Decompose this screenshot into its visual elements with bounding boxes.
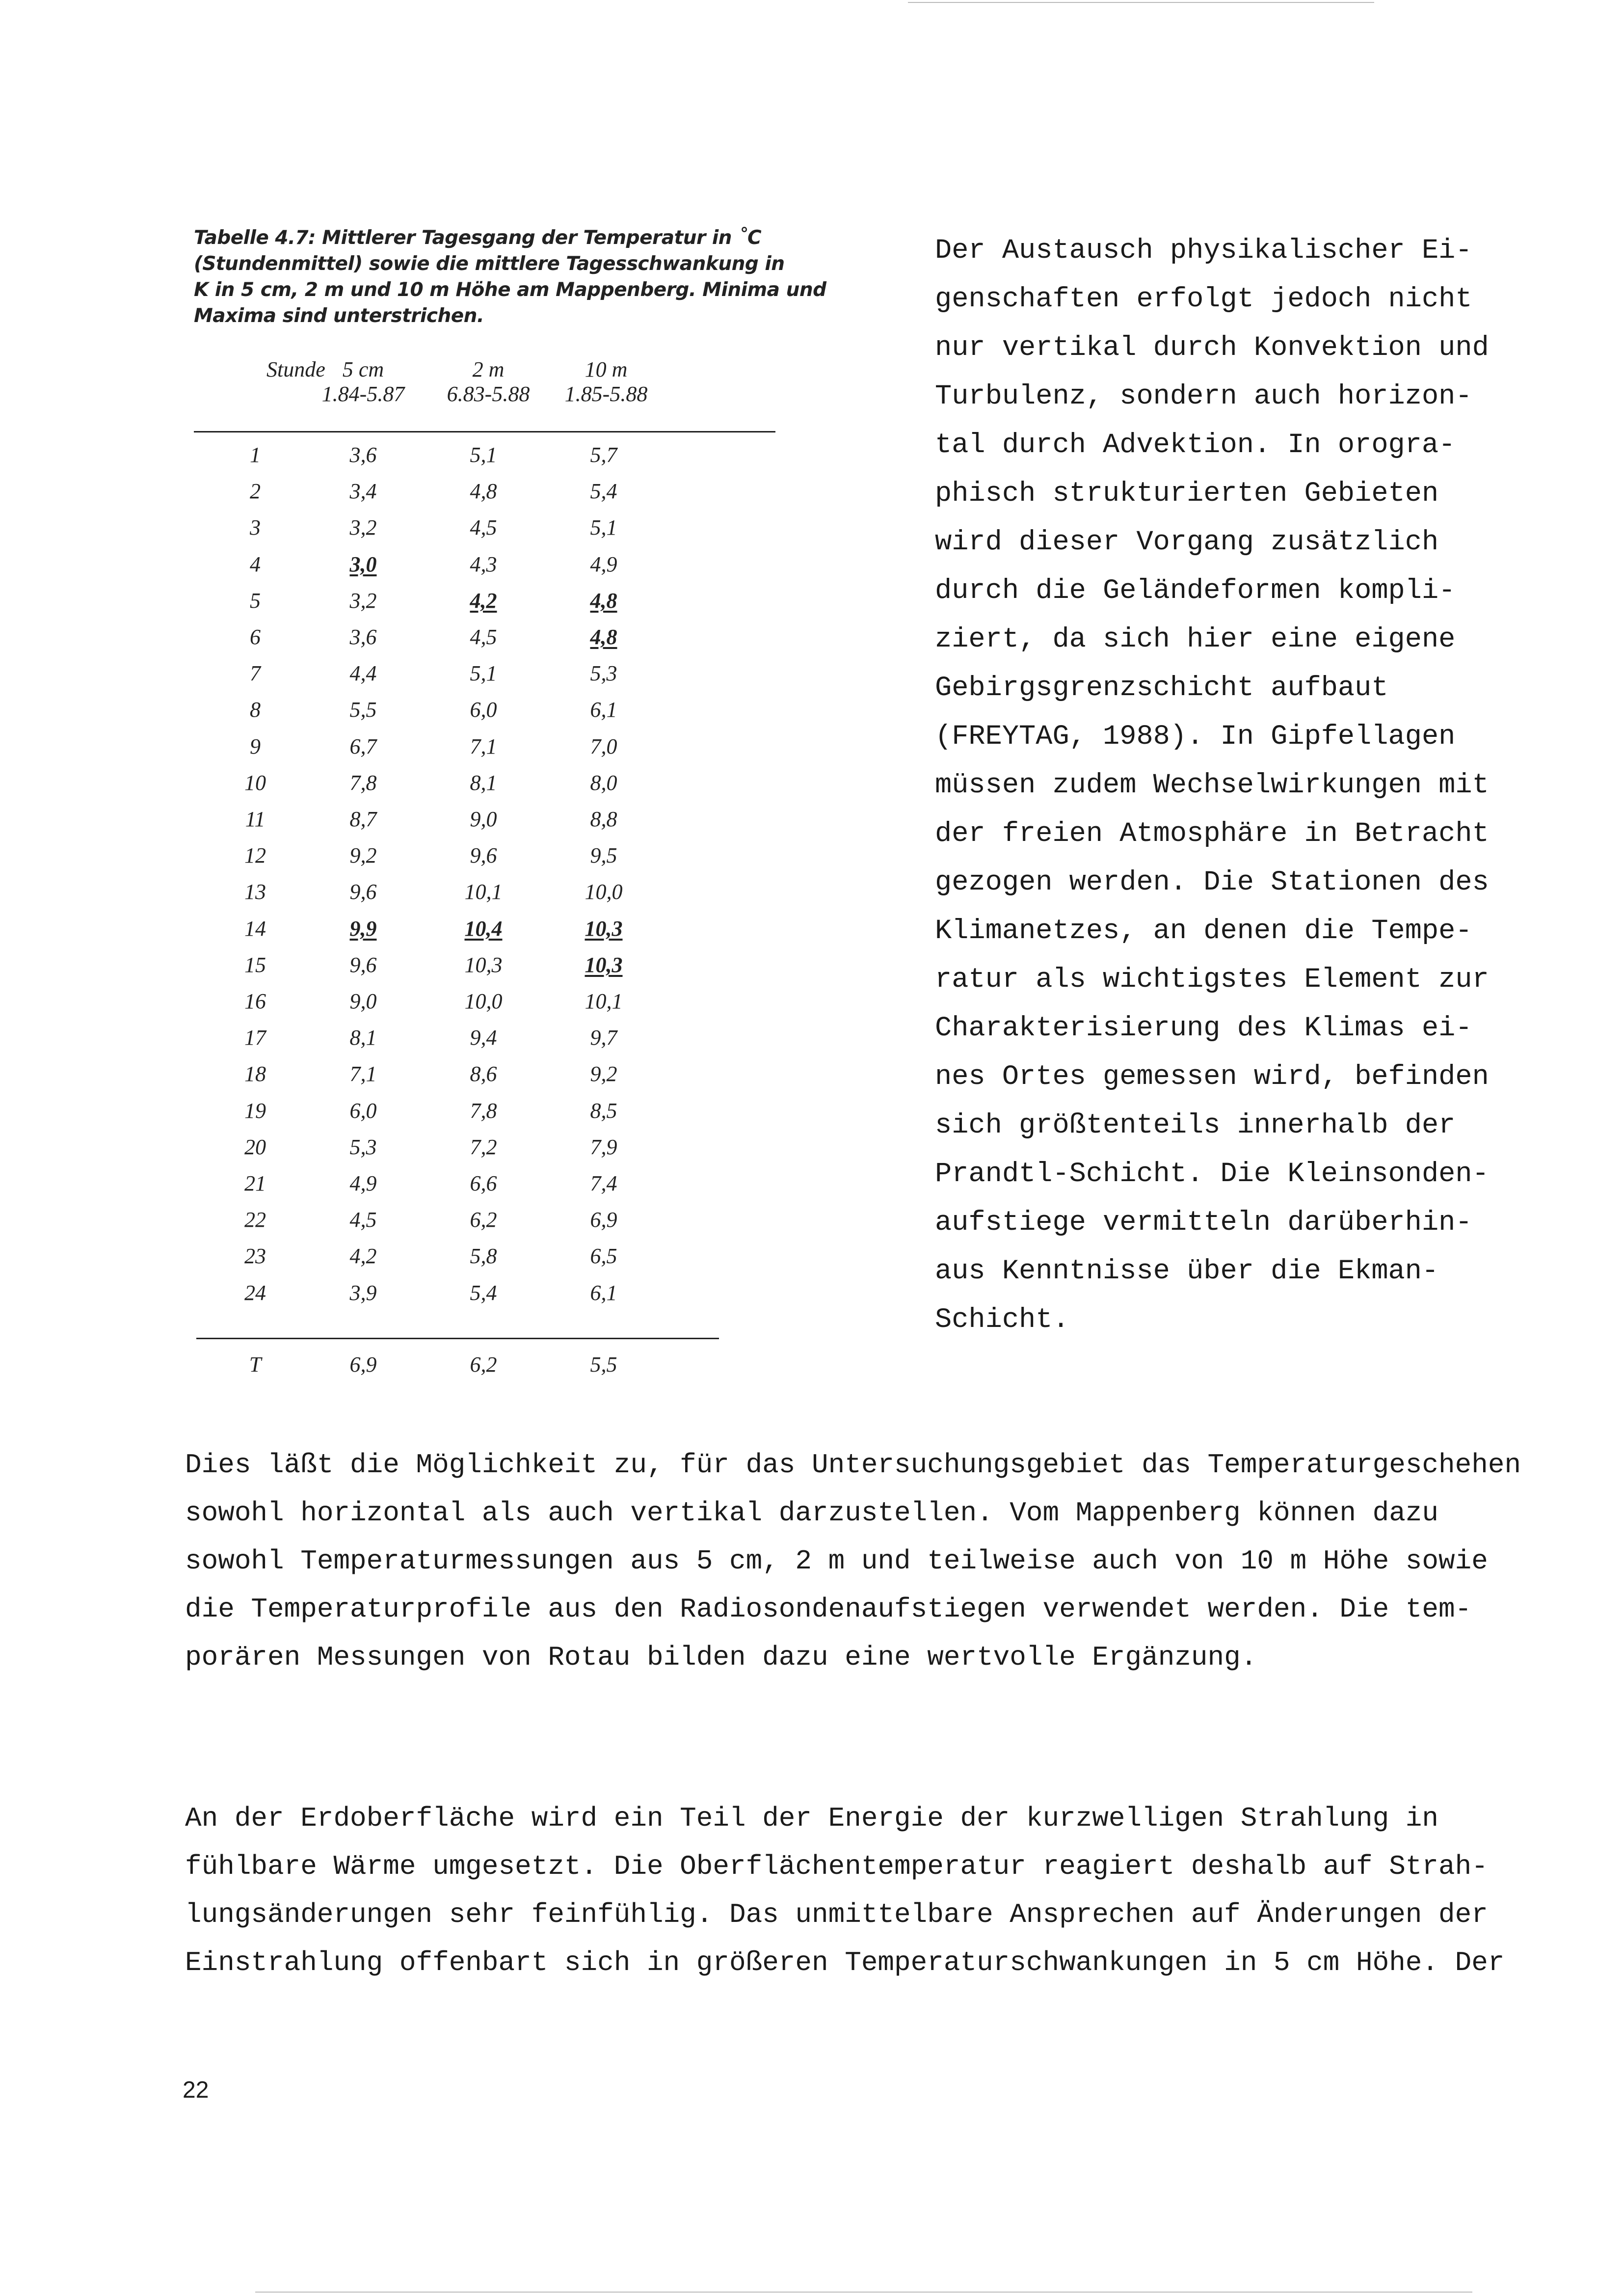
row-value-c10: 5,3 <box>590 661 617 686</box>
row-hour: 13 <box>244 880 266 904</box>
row-hour: 8 <box>250 698 261 722</box>
header-period-5cm: 1.84-5.87 <box>321 382 405 406</box>
row-value-c2: 10,3 <box>464 952 503 977</box>
text-line: die Temperaturprofile aus den Radiosondenaufstiegen verwendet werden. Die tem- <box>185 1594 1472 1625</box>
header-col-5cm: 5 cm <box>342 357 384 381</box>
text-line: durch die Geländeformen kompli- <box>935 575 1456 607</box>
row-value-c2: 9,6 <box>470 843 497 868</box>
row-value-c10: 5,1 <box>590 515 617 540</box>
text-line: ziert, da sich hier eine eigene <box>935 624 1456 655</box>
row-value-c2: 10,0 <box>464 989 503 1013</box>
row-value-c2: 7,1 <box>470 734 497 758</box>
row-value-c5: 3,9 <box>349 1280 377 1305</box>
row-value-c10: 9,5 <box>590 843 617 868</box>
row-value-c2: 8,1 <box>470 770 497 795</box>
text-line: müssen zudem Wechselwirkungen mit <box>935 770 1489 801</box>
text-line: Charakterisierung des Klimas ei- <box>935 1013 1472 1044</box>
text-line: Der Austausch physikalischer Ei- <box>935 235 1472 267</box>
caption-line: (Stundenmittel) sowie die mittlere Tagesschwankung in <box>194 253 785 275</box>
row-value-c2: 4,5 <box>470 625 497 649</box>
row-hour: 6 <box>250 625 261 649</box>
text-line: sowohl Temperaturmessungen aus 5 cm, 2 m und teilweise auch von 10 m Höhe sowie <box>185 1545 1488 1577</box>
caption-line: Maxima sind unterstrichen. <box>194 305 484 327</box>
text-line: gezogen werden. Die Stationen des <box>935 867 1489 898</box>
text-line: Turbulenz, sondern auch horizon- <box>935 381 1472 412</box>
row-value-c10: 6,1 <box>590 698 617 722</box>
table-rule-top <box>194 431 775 432</box>
row-value-c2: 5,1 <box>470 443 497 467</box>
text-line: sowohl horizontal als auch vertikal darzustellen. Vom Mappenberg können dazu <box>185 1497 1439 1529</box>
row-value-c5: 3,2 <box>349 588 377 613</box>
row-hour: 18 <box>244 1062 266 1086</box>
row-value-c2: 7,2 <box>470 1134 497 1159</box>
row-value-c5: 4,9 <box>349 1171 377 1195</box>
row-hour: 5 <box>250 588 261 613</box>
row-value-c5: 3,6 <box>349 443 377 467</box>
scan-artifact-top <box>908 2 1374 3</box>
row-hour: 14 <box>244 916 266 941</box>
text-line: nur vertikal durch Konvektion und <box>935 332 1489 364</box>
row-value-c10: 10,0 <box>585 880 623 904</box>
row-hour: 23 <box>244 1244 266 1269</box>
row-hour: 11 <box>245 807 266 831</box>
row-value-c10: 10,3 <box>585 952 623 977</box>
row-value-c2: 4,3 <box>470 552 497 576</box>
caption-line: K in 5 cm, 2 m und 10 m Höhe am Mappenberg. Minima und <box>194 279 826 301</box>
row-value-c5: 3,0 <box>349 552 377 576</box>
row-hour: 15 <box>244 952 266 977</box>
row-value-c2: 7,8 <box>470 1098 497 1123</box>
table-rule-bottom <box>196 1338 719 1339</box>
row-value-c2: 4,2 <box>470 588 497 613</box>
row-value-c10: 5,4 <box>590 479 617 504</box>
row-value-c10: 6,1 <box>590 1280 617 1305</box>
row-value-c2: 10,1 <box>464 880 503 904</box>
row-value-c10: 9,2 <box>590 1062 617 1086</box>
row-hour: 16 <box>244 989 266 1013</box>
row-value-c5: 5,3 <box>349 1134 377 1159</box>
text-line: Klimanetzes, an denen die Tempe- <box>935 916 1472 947</box>
header-period-2m: 6.83-5.88 <box>447 382 530 406</box>
row-value-c2: 5,1 <box>470 661 497 686</box>
row-value-c5: 5,5 <box>349 698 377 722</box>
row-value-c10: 6,5 <box>590 1244 617 1269</box>
row-value-c5: 4,5 <box>349 1208 377 1232</box>
row-value-c10: 4,8 <box>590 625 617 649</box>
row-hour: 19 <box>244 1098 266 1123</box>
row-value-c5: 7,1 <box>349 1062 377 1086</box>
row-value-c5: 6,0 <box>349 1098 377 1123</box>
row-hour: 17 <box>244 1026 266 1050</box>
row-value-c10: 10,3 <box>585 916 623 941</box>
paragraph-2 <box>185 1794 1505 1987</box>
row-value-c10: 8,0 <box>590 770 617 795</box>
summary-label: T <box>249 1352 262 1377</box>
row-value-c5: 9,6 <box>349 952 377 977</box>
row-value-c2: 4,8 <box>470 479 497 504</box>
row-value-c2: 9,0 <box>470 807 497 831</box>
row-value-c2: 8,6 <box>470 1062 497 1086</box>
page-number: 22 <box>183 2077 209 2103</box>
row-value-c5: 3,6 <box>349 625 377 649</box>
right-column-text <box>935 227 1489 1345</box>
row-value-c10: 7,0 <box>590 734 617 758</box>
row-value-c5: 9,9 <box>349 916 377 941</box>
row-hour: 2 <box>250 479 261 504</box>
header-col-2m: 2 m <box>472 357 505 381</box>
row-value-c2: 5,4 <box>470 1280 497 1305</box>
row-hour: 10 <box>244 770 266 795</box>
summary-5cm: 6,9 <box>349 1352 377 1377</box>
row-hour: 3 <box>250 515 261 540</box>
row-value-c2: 5,8 <box>470 1244 497 1269</box>
row-value-c5: 3,2 <box>349 515 377 540</box>
row-value-c2: 6,2 <box>470 1208 497 1232</box>
text-line: der freien Atmosphäre in Betracht <box>935 818 1489 850</box>
row-value-c10: 4,8 <box>590 588 617 613</box>
text-line: wird dieser Vorgang zusätzlich <box>935 527 1439 558</box>
text-line: lungsänderungen sehr feinfühlig. Das unmittelbare Ansprechen auf Änderungen der <box>185 1899 1488 1930</box>
text-line: An der Erdoberfläche wird ein Teil der Energie der kurzwelligen Strahlung in <box>185 1803 1439 1834</box>
row-value-c10: 7,9 <box>590 1134 617 1159</box>
row-hour: 20 <box>244 1134 266 1159</box>
text-line: Prandtl-Schicht. Die Kleinsonden- <box>935 1159 1489 1190</box>
text-line: nes Ortes gemessen wird, befinden <box>935 1061 1489 1093</box>
text-line: tal durch Advektion. In orogra- <box>935 430 1456 461</box>
row-value-c5: 4,4 <box>349 661 377 686</box>
text-line: ratur als wichtigstes Element zur <box>935 964 1489 996</box>
row-value-c2: 10,4 <box>464 916 503 941</box>
row-value-c10: 6,9 <box>590 1208 617 1232</box>
text-line: Dies läßt die Möglichkeit zu, für das Untersuchungsgebiet das Temperaturgeschehen <box>185 1449 1521 1481</box>
scan-artifact-bottom <box>255 2292 1472 2293</box>
summary-2m: 6,2 <box>470 1352 497 1377</box>
row-value-c10: 8,5 <box>590 1098 617 1123</box>
row-value-c5: 9,2 <box>349 843 377 868</box>
row-value-c5: 9,0 <box>349 989 377 1013</box>
row-hour: 9 <box>250 734 261 758</box>
row-value-c5: 8,7 <box>349 807 377 831</box>
header-period-10m: 1.85-5.88 <box>564 382 648 406</box>
caption-line: Tabelle 4.7: Mittlerer Tagesgang der Temperatur in ˚C <box>194 227 762 249</box>
text-line: sich größtenteils innerhalb der <box>935 1110 1456 1141</box>
row-hour: 1 <box>250 443 261 467</box>
row-value-c10: 5,7 <box>590 443 617 467</box>
text-line: phisch strukturierten Gebieten <box>935 478 1439 510</box>
row-value-c10: 9,7 <box>590 1026 617 1050</box>
text-line: aufstiege vermitteln darüberhin- <box>935 1207 1472 1239</box>
row-hour: 12 <box>244 843 266 868</box>
text-line: aus Kenntnisse über die Ekman- <box>935 1256 1439 1287</box>
row-value-c10: 7,4 <box>590 1171 617 1195</box>
row-hour: 7 <box>250 661 261 686</box>
row-hour: 22 <box>244 1208 266 1232</box>
summary-10m: 5,5 <box>590 1352 617 1377</box>
header-col-10m: 10 m <box>585 357 628 381</box>
text-line: Gebirgsgrenzschicht aufbaut <box>935 673 1388 704</box>
row-value-c5: 9,6 <box>349 880 377 904</box>
row-value-c10: 8,8 <box>590 807 617 831</box>
text-line: genschaften erfolgt jedoch nicht <box>935 284 1472 315</box>
row-value-c2: 6,0 <box>470 698 497 722</box>
row-value-c2: 9,4 <box>470 1026 497 1050</box>
text-line: Einstrahlung offenbart sich in größeren Temperaturschwankungen in 5 cm Höhe. Der <box>185 1947 1505 1978</box>
row-value-c5: 4,2 <box>349 1244 377 1269</box>
text-line: (FREYTAG, 1988). In Gipfellagen <box>935 721 1456 753</box>
header-stunde: Stunde <box>266 357 325 381</box>
row-value-c5: 7,8 <box>349 770 377 795</box>
paragraph-1 <box>185 1441 1521 1681</box>
row-value-c5: 6,7 <box>349 734 377 758</box>
row-value-c10: 10,1 <box>585 989 623 1013</box>
row-value-c10: 4,9 <box>590 552 617 576</box>
text-line: fühlbare Wärme umgesetzt. Die Oberflächentemperatur reagiert deshalb auf Strah- <box>185 1851 1488 1882</box>
text-line: Schicht. <box>935 1304 1069 1336</box>
row-hour: 4 <box>250 552 261 576</box>
row-value-c5: 3,4 <box>349 479 377 504</box>
row-value-c2: 6,6 <box>470 1171 497 1195</box>
text-line: porären Messungen von Rotau bilden dazu eine wertvolle Ergänzung. <box>185 1642 1257 1673</box>
temperature-table <box>194 0 783 1409</box>
row-hour: 24 <box>244 1280 266 1305</box>
row-value-c5: 8,1 <box>349 1026 377 1050</box>
row-value-c2: 4,5 <box>470 515 497 540</box>
row-hour: 21 <box>244 1171 266 1195</box>
